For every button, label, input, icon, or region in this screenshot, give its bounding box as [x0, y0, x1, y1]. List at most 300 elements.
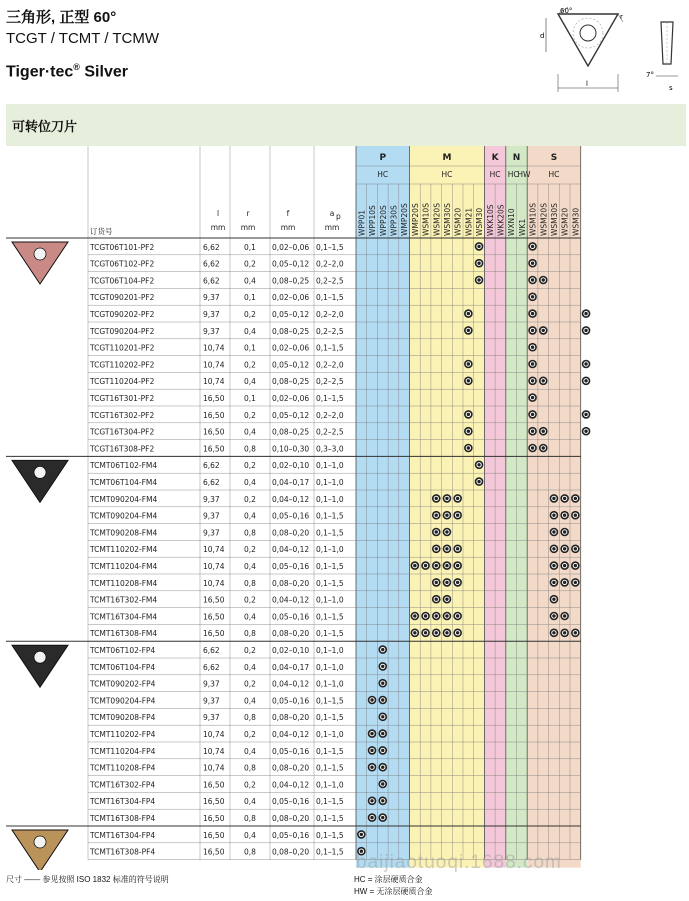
application-mark [550, 494, 559, 503]
row-ap: 0,1–1,0 [316, 461, 344, 471]
row-ap: 0,1–1,5 [316, 343, 344, 353]
grade-label-WPP20S: WPP20S [378, 205, 388, 236]
row-r: 0,2 [244, 780, 256, 790]
row-r: 0,8 [244, 814, 256, 823]
application-mark [378, 713, 387, 722]
application-mark [539, 276, 548, 285]
row-code: TCMT16T308-FM4 [90, 629, 158, 639]
order-number-header: 订货号 [90, 227, 113, 236]
row-ap: 0,1–1,5 [316, 797, 344, 807]
row-l: 16,50 [203, 830, 225, 840]
application-mark [368, 797, 377, 806]
row-r: 0,8 [244, 528, 256, 538]
application-mark [432, 578, 441, 587]
application-mark [528, 293, 537, 302]
radius-label: r [620, 13, 623, 21]
insert-hole-1 [34, 466, 46, 478]
row-r: 0,4 [244, 478, 256, 487]
row-code: TCMT110208-FM4 [90, 578, 158, 588]
row-l: 16,50 [203, 427, 225, 437]
row-ap: 0,2–2,0 [316, 259, 344, 269]
application-mark [528, 276, 537, 285]
d-label: d [540, 32, 545, 40]
row-f: 0,08–0,20 [272, 763, 310, 773]
insert-hole-3 [34, 836, 46, 848]
group-sub-S: HC [548, 170, 560, 179]
row-r: 0,2 [244, 595, 256, 605]
application-mark [378, 696, 387, 705]
row-r: 0,2 [244, 410, 256, 420]
row-ap: 0,1–1,5 [316, 696, 344, 706]
application-mark [443, 595, 452, 604]
application-mark [443, 494, 452, 503]
col-head-ap: a [329, 209, 335, 218]
application-mark [560, 528, 569, 537]
row-ap: 0,1–1,0 [316, 494, 344, 504]
row-l: 6,62 [203, 662, 220, 672]
row-code: TCMT090204-FP4 [90, 696, 156, 706]
grade-label-WSM10S: WSM10S [528, 203, 538, 236]
row-code: TCMT090208-FM4 [90, 528, 158, 538]
group-sub-P: HC [377, 170, 389, 179]
application-mark [453, 545, 462, 554]
row-ap: 0,1–1,0 [316, 679, 344, 689]
application-mark [432, 528, 441, 537]
application-mark [582, 410, 591, 419]
application-mark [368, 746, 377, 755]
row-code: TCMT090208-FP4 [90, 713, 156, 723]
application-mark [528, 326, 537, 335]
row-f: 0,05–0,16 [272, 612, 310, 622]
row-l: 6,62 [203, 478, 220, 487]
row-ap: 0,1–1,5 [316, 511, 344, 521]
row-r: 0,4 [244, 276, 256, 286]
application-mark [464, 326, 473, 335]
row-code: TCMT16T304-FP4 [90, 797, 156, 807]
row-f: 0,04–0,17 [272, 662, 310, 672]
row-l: 16,50 [203, 612, 225, 622]
application-mark [368, 813, 377, 822]
application-mark [550, 511, 559, 520]
row-ap: 0,1–1,5 [316, 847, 344, 857]
row-l: 6,62 [203, 461, 220, 471]
application-mark [539, 444, 548, 453]
row-r: 0,2 [244, 259, 256, 269]
application-mark [560, 511, 569, 520]
row-f: 0,08–0,20 [272, 847, 310, 857]
row-ap: 0,2–2,5 [316, 276, 344, 286]
application-mark [560, 561, 569, 570]
application-mark [464, 309, 473, 318]
application-mark [571, 578, 580, 587]
application-mark [464, 377, 473, 386]
row-r: 0,4 [244, 662, 256, 672]
legend-hw: HW = 无涂层硬质合金 [354, 887, 433, 896]
col-head-r: r [246, 209, 250, 218]
application-mark [560, 545, 569, 554]
row-l: 16,50 [203, 780, 225, 790]
brand-name: Tiger·tec [6, 63, 74, 81]
angle-label: 60° [560, 7, 573, 15]
row-ap: 0,1–1,5 [316, 578, 344, 588]
row-f: 0,08–0,25 [272, 427, 310, 437]
application-mark [378, 679, 387, 688]
row-ap: 0,1–1,0 [316, 662, 344, 672]
application-mark [528, 242, 537, 251]
brand-mark: ® [73, 62, 80, 72]
application-mark [475, 477, 484, 486]
application-mark [475, 259, 484, 268]
application-mark [550, 629, 559, 638]
row-code: TCGT16T301-PF2 [90, 394, 155, 403]
row-ap: 0,1–1,5 [316, 293, 344, 303]
footer-note: 尺寸 —— 参见按照 ISO 1832 标准的符号说明 [6, 875, 169, 884]
grade-label-WSM20: WSM20 [560, 207, 570, 236]
row-code: TCGT090202-PF2 [90, 310, 155, 319]
row-ap: 0,1–1,0 [316, 780, 344, 790]
row-ap: 0,1–1,5 [316, 629, 344, 639]
application-mark [550, 595, 559, 604]
application-mark [411, 612, 420, 621]
grade-label-WPP10S: WPP10S [368, 205, 378, 236]
row-r: 0,4 [244, 696, 256, 706]
application-mark [411, 629, 420, 638]
application-mark [432, 545, 441, 554]
application-mark [464, 360, 473, 369]
application-mark [475, 461, 484, 470]
row-l: 9,37 [203, 326, 220, 336]
row-code: TCGT06T102-PF2 [90, 259, 155, 269]
row-code: TCMT110204-FM4 [90, 562, 158, 571]
application-mark [550, 545, 559, 554]
row-l: 10,74 [203, 343, 225, 353]
application-mark [582, 377, 591, 386]
grade-label-WPP01: WPP01 [357, 209, 367, 236]
application-mark [464, 444, 473, 453]
application-mark [432, 561, 441, 570]
col-unit-f: mm [280, 223, 296, 232]
row-f: 0,04–0,12 [272, 679, 310, 689]
row-ap: 0,1–1,0 [316, 646, 344, 655]
row-ap: 0,2–2,5 [316, 326, 344, 336]
grade-label-WMP20S: WMP20S [400, 203, 410, 236]
col-head-ap-sub: p [336, 212, 341, 221]
grade-label-WSM30: WSM30 [571, 207, 581, 236]
row-r: 0,1 [244, 293, 256, 303]
row-code: TCGT06T104-PF2 [90, 276, 155, 286]
application-mark [582, 309, 591, 318]
row-r: 0,2 [244, 545, 256, 555]
row-r: 0,4 [244, 377, 256, 387]
group-sub-N: HC [507, 170, 519, 179]
row-l: 9,37 [203, 293, 220, 303]
row-r: 0,8 [244, 578, 256, 588]
application-mark [378, 645, 387, 654]
row-ap: 0,1–1,5 [316, 394, 344, 403]
row-r: 0,4 [244, 830, 256, 840]
row-l: 9,37 [203, 713, 220, 723]
application-mark [571, 629, 580, 638]
row-code: TCMT16T302-FM4 [90, 595, 158, 605]
row-ap: 0,1–1,0 [316, 545, 344, 555]
row-r: 0,2 [244, 360, 256, 370]
grade-label-WKK10S: WKK10S [485, 204, 495, 236]
application-mark [475, 276, 484, 285]
row-l: 9,37 [203, 310, 220, 319]
row-f: 0,04–0,12 [272, 494, 310, 504]
header-subtitle: TCGT / TCMT / TCMW [6, 30, 160, 47]
application-mark [528, 410, 537, 419]
row-code: TCMT16T308-PF4 [90, 847, 156, 857]
row-l: 9,37 [203, 511, 220, 521]
application-mark [475, 242, 484, 251]
application-mark [550, 612, 559, 621]
application-mark [528, 444, 537, 453]
application-mark [357, 830, 366, 839]
grade-label-WPP30S: WPP30S [389, 205, 399, 236]
application-mark [453, 494, 462, 503]
row-code: TCMT090204-FM4 [90, 494, 158, 504]
application-mark [560, 629, 569, 638]
row-l: 16,50 [203, 595, 225, 605]
application-mark [378, 763, 387, 772]
application-mark [550, 561, 559, 570]
application-mark [368, 729, 377, 738]
application-mark [432, 494, 441, 503]
application-mark [464, 427, 473, 436]
application-mark [582, 427, 591, 436]
group-letter-P: P [379, 153, 387, 163]
row-code: TCGT16T308-PF2 [90, 444, 155, 454]
application-mark [528, 377, 537, 386]
s-label: s [669, 84, 673, 92]
grade-label-WMP20S: WMP20S [410, 203, 420, 236]
application-mark [432, 511, 441, 520]
row-f: 0,02–0,06 [272, 343, 310, 353]
row-r: 0,4 [244, 427, 256, 437]
row-l: 9,37 [203, 528, 220, 538]
application-mark [443, 511, 452, 520]
application-mark [421, 561, 430, 570]
row-r: 0,4 [244, 746, 256, 756]
row-r: 0,4 [244, 326, 256, 336]
grade-label-WSM30S: WSM30S [442, 203, 452, 236]
row-r: 0,8 [244, 847, 256, 857]
row-f: 0,05–0,12 [272, 259, 310, 269]
row-f: 0,08–0,20 [272, 713, 310, 723]
row-f: 0,02–0,06 [272, 293, 310, 303]
row-ap: 0,1–1,5 [316, 763, 344, 773]
header-brand [6, 62, 128, 81]
row-code: TCMT06T104-FP4 [90, 662, 156, 672]
row-f: 0,08–0,25 [272, 377, 310, 387]
row-l: 10,74 [203, 763, 225, 773]
group-letter-N: N [512, 153, 521, 163]
application-mark [378, 813, 387, 822]
application-mark [539, 377, 548, 386]
row-l: 6,62 [203, 276, 220, 286]
row-r: 0,2 [244, 494, 256, 504]
application-mark [411, 561, 420, 570]
row-l: 10,74 [203, 377, 225, 387]
application-mark [443, 612, 452, 621]
row-f: 0,04–0,12 [272, 545, 310, 555]
grade-label-WXN10: WXN10 [507, 208, 517, 236]
application-mark [560, 494, 569, 503]
row-l: 6,62 [203, 646, 220, 655]
application-mark [378, 746, 387, 755]
application-mark [550, 528, 559, 537]
group-sub-M: HC [441, 170, 453, 179]
application-mark [528, 259, 537, 268]
row-l: 9,37 [203, 696, 220, 706]
application-mark [378, 662, 387, 671]
row-r: 0,4 [244, 562, 256, 571]
row-l: 16,50 [203, 444, 225, 454]
application-mark [453, 612, 462, 621]
row-f: 0,05–0,16 [272, 746, 310, 756]
grade-label-WSM20S: WSM20S [539, 203, 549, 236]
group-letter-S: S [550, 153, 558, 163]
row-l: 6,62 [203, 259, 220, 269]
row-r: 0,2 [244, 461, 256, 471]
row-f: 0,05–0,16 [272, 830, 310, 840]
row-code: TCMT16T304-FM4 [90, 612, 158, 622]
row-l: 16,50 [203, 847, 225, 857]
application-mark [378, 797, 387, 806]
row-r: 0,4 [244, 612, 256, 622]
row-ap: 0,1–1,0 [316, 478, 344, 487]
row-ap: 0,1–1,5 [316, 713, 344, 723]
application-mark [432, 629, 441, 638]
application-mark [571, 545, 580, 554]
row-ap: 0,2–2,0 [316, 410, 344, 420]
row-f: 0,05–0,12 [272, 360, 310, 370]
application-mark [421, 612, 430, 621]
group-letter-K: K [491, 153, 499, 163]
row-code: TCGT090201-PF2 [90, 293, 155, 303]
row-r: 0,1 [244, 394, 256, 403]
row-f: 0,08–0,20 [272, 578, 310, 588]
application-mark [421, 629, 430, 638]
application-mark [443, 629, 452, 638]
row-f: 0,04–0,12 [272, 780, 310, 790]
row-f: 0,02–0,06 [272, 242, 310, 252]
row-code: TCMT06T104-FM4 [90, 478, 158, 487]
row-f: 0,04–0,12 [272, 595, 310, 605]
row-f: 0,02–0,10 [272, 461, 310, 471]
row-r: 0,1 [244, 242, 256, 252]
row-ap: 0,1–1,5 [316, 612, 344, 622]
application-mark [528, 360, 537, 369]
group-sub2-N: HW [517, 170, 531, 179]
row-f: 0,08–0,20 [272, 528, 310, 538]
section-title: 可转位刀片 [12, 119, 78, 134]
grade-label-WSM20: WSM20 [453, 207, 463, 236]
col-head-f: f [286, 209, 290, 218]
application-mark [453, 511, 462, 520]
application-mark [432, 612, 441, 621]
row-f: 0,10–0,30 [272, 444, 310, 454]
row-ap: 0,1–1,5 [316, 528, 344, 538]
row-r: 0,8 [244, 763, 256, 773]
grade-label-WSM30: WSM30 [475, 207, 485, 236]
row-code: TCMT090202-FP4 [90, 679, 156, 689]
row-l: 10,74 [203, 730, 225, 739]
application-mark [378, 780, 387, 789]
row-r: 0,8 [244, 713, 256, 723]
row-code: TCGT06T101-PF2 [90, 242, 155, 252]
application-mark [550, 578, 559, 587]
row-code: TCMT16T308-FP4 [90, 814, 156, 823]
insert-grade-table [6, 146, 686, 870]
row-l: 16,50 [203, 814, 225, 823]
application-mark [528, 343, 537, 352]
application-mark [464, 410, 473, 419]
application-mark [443, 561, 452, 570]
application-mark [539, 427, 548, 436]
row-ap: 0,2–2,5 [316, 427, 344, 437]
row-l: 10,74 [203, 578, 225, 588]
application-mark [560, 612, 569, 621]
application-mark [582, 360, 591, 369]
legend-hc: HC = 涂层硬质合金 [354, 875, 423, 884]
brand-suffix: Silver [84, 63, 128, 81]
application-mark [443, 578, 452, 587]
row-code: TCMT110202-FP4 [90, 730, 156, 739]
grade-label-WKK20S: WKK20S [496, 204, 506, 236]
row-l: 9,37 [203, 679, 220, 689]
row-f: 0,05–0,12 [272, 410, 310, 420]
row-ap: 0,1–1,0 [316, 595, 344, 605]
col-unit-r: mm [240, 223, 256, 232]
row-l: 9,37 [203, 494, 220, 504]
application-mark [368, 696, 377, 705]
application-mark [571, 494, 580, 503]
row-l: 16,50 [203, 410, 225, 420]
section-bar [6, 104, 686, 146]
row-f: 0,08–0,20 [272, 629, 310, 639]
row-code: TCGT16T304-PF2 [90, 427, 155, 437]
row-ap: 0,3–3,0 [316, 444, 344, 454]
row-r: 0,2 [244, 679, 256, 689]
row-f: 0,05–0,16 [272, 797, 310, 807]
grade-label-WSM21: WSM21 [464, 207, 474, 236]
row-ap: 0,1–1,5 [316, 830, 344, 840]
application-mark [528, 309, 537, 318]
insert-hole-2 [34, 651, 46, 663]
row-f: 0,05–0,16 [272, 562, 310, 571]
row-r: 0,1 [244, 343, 256, 353]
insert-hole-0 [34, 248, 46, 260]
application-mark [443, 545, 452, 554]
row-f: 0,02–0,10 [272, 646, 310, 655]
col-unit-ap: mm [324, 223, 340, 232]
row-f: 0,08–0,25 [272, 276, 310, 286]
row-l: 16,50 [203, 797, 225, 807]
group-sub-K: HC [489, 170, 501, 179]
row-code: TCMT090204-FM4 [90, 511, 158, 521]
row-f: 0,05–0,12 [272, 310, 310, 319]
row-f: 0,04–0,17 [272, 478, 310, 487]
row-l: 10,74 [203, 360, 225, 370]
row-r: 0,8 [244, 629, 256, 639]
grade-label-WSM20S: WSM20S [432, 203, 442, 236]
row-code: TCGT110204-PF2 [90, 377, 155, 387]
row-code: TCGT110202-PF2 [90, 360, 155, 370]
row-code: TCMT06T102-FP4 [90, 646, 156, 655]
row-code: TCMT16T302-FP4 [90, 780, 156, 790]
